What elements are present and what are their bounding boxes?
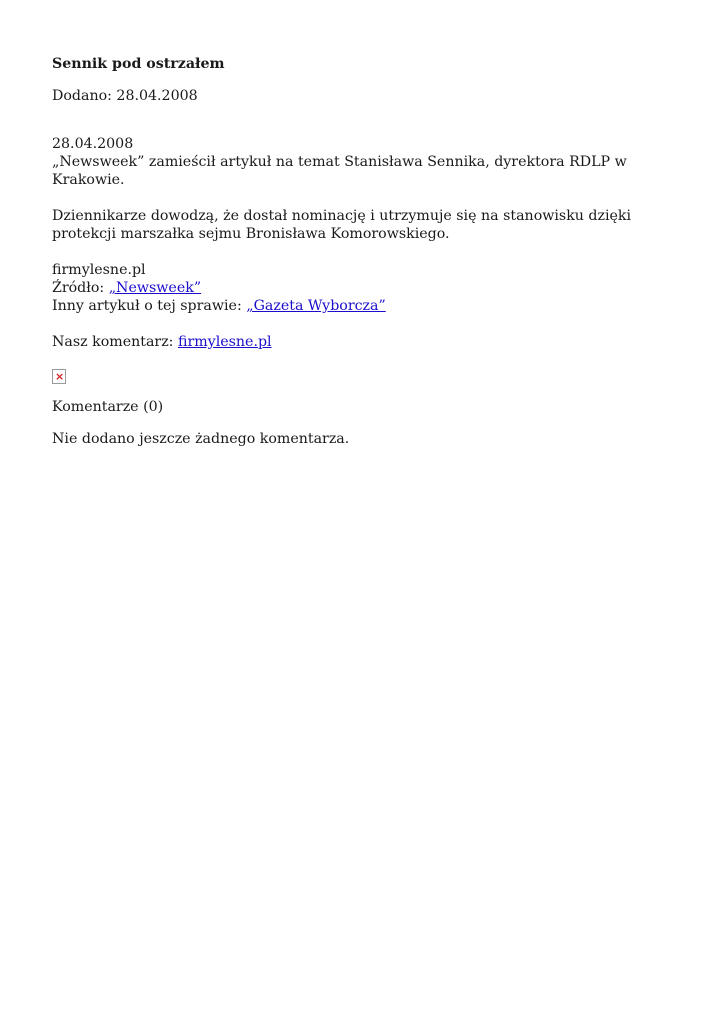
comments-empty-text: Nie dodano jeszcze żadnego komentarza. [52,431,350,447]
article-lead: „Newsweek” zamieścił artykuł na temat Stanisława Sennika, dyrektora RDLP w Krakowie. [52,154,627,188]
broken-image-icon [52,369,66,384]
comment-line [52,333,682,351]
gazeta-wyborcza-link[interactable]: „Gazeta Wyborcza” [246,298,386,314]
firmylesne-link[interactable]: firmylesne.pl [177,334,272,350]
newsweek-link[interactable]: „Newsweek” [108,280,202,296]
article-paragraph: Dziennikarze dowodzą, że dostał nominację i utrzymuje się na stanowisku dzięki protekcji marszałka sejmu Bronisława Komorowskiego. [52,208,632,242]
article-body [52,135,682,351]
source-label: Źródło: [52,280,109,296]
source-site: firmylesne.pl [52,262,146,278]
article-title: Sennik pod ostrzałem [52,56,225,72]
comment-label: Nasz komentarz: [52,334,178,350]
added-date: Dodano: 28.04.2008 [52,88,198,104]
comments-heading: Komentarze (0) [52,399,164,415]
other-article-label: Inny artykuł o tej sprawie: [52,298,247,314]
broken-image-glyph: × [55,370,65,383]
other-article-line [52,297,682,315]
article [52,55,682,448]
source-line [52,279,682,297]
article-date: 28.04.2008 [52,136,134,152]
